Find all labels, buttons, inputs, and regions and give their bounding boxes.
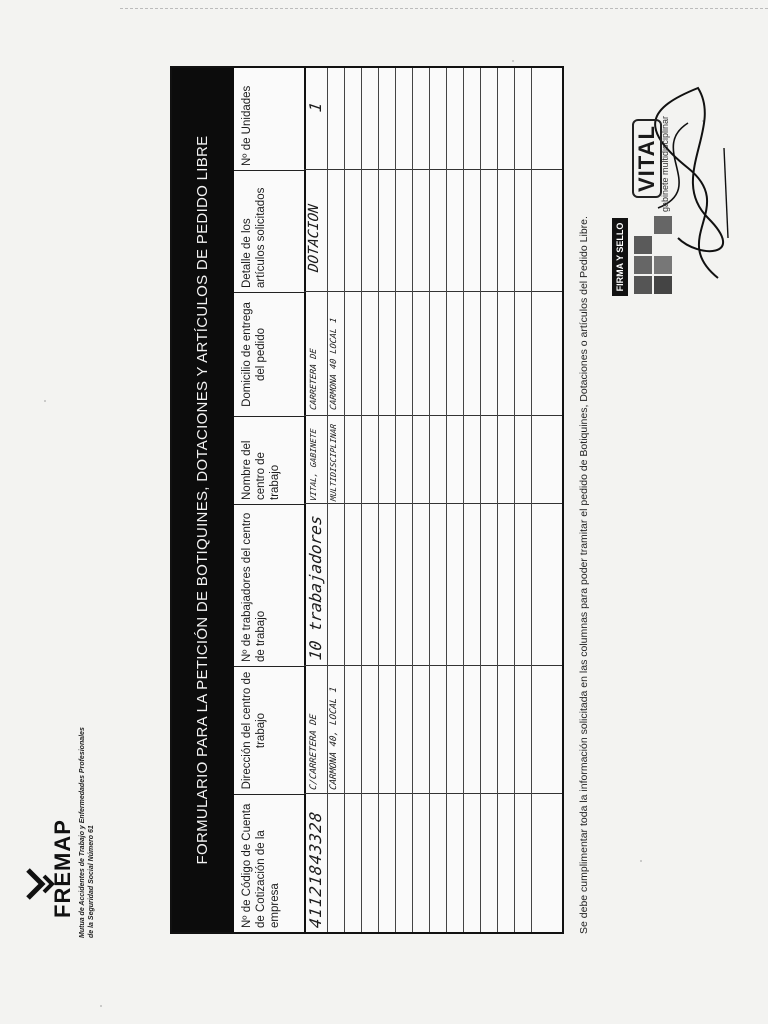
- row-divider: [463, 68, 464, 932]
- firma-sello-label: FIRMA Y SELLO: [612, 218, 628, 296]
- company-stamp-signature: [628, 68, 748, 298]
- header-domicilio-entrega: Domicilio de entrega del pedido: [234, 292, 304, 416]
- handwritten-nombre-line1: VITAL, GABINETE: [309, 428, 318, 502]
- column-divider: [304, 169, 562, 170]
- stamp-name: VITAL: [632, 119, 662, 198]
- row-divider: [395, 68, 396, 932]
- row-divider: [514, 68, 515, 932]
- column-divider: [304, 291, 562, 292]
- row-divider: [429, 68, 430, 932]
- row-divider: [446, 68, 447, 932]
- header-detalle-articulos: Detalle de los artículos solicitados: [234, 170, 304, 292]
- column-divider: [304, 415, 562, 416]
- row-divider: [497, 68, 498, 932]
- logo-subtitle: Mutua de Accidentes de Trabajo y Enfermedades Profesionales de la Seguridad Social Número 61: [79, 727, 95, 938]
- fremap-logo: [20, 718, 120, 938]
- logo-name: FREMAP: [50, 819, 75, 918]
- header-nombre-centro: Nombre del centro de trabajo: [234, 416, 304, 504]
- table-header-row: [234, 68, 306, 932]
- row-divider: [344, 68, 345, 932]
- handwritten-direccion-line1: C/CARRETERA DE: [309, 713, 319, 791]
- handwritten-codigo: 41121843328: [306, 809, 325, 930]
- request-form-table: [170, 66, 564, 934]
- column-divider: [304, 665, 562, 666]
- header-codigo-cuenta: Nº de Código de Cuenta de Cotización de la empresa: [234, 794, 304, 932]
- handwritten-nombre-line2: MULTIDISCIPLINAR: [329, 423, 338, 502]
- header-direccion: Dirección del centro de trabajo: [234, 666, 304, 794]
- header-trabajadores: Nº de trabajadores del centro de trabajo: [234, 504, 304, 666]
- row-divider: [412, 68, 413, 932]
- column-divider: [304, 503, 562, 504]
- row-divider: [480, 68, 481, 932]
- handwritten-unidades: 1: [306, 101, 325, 114]
- row-divider: [327, 68, 328, 932]
- row-divider: [531, 68, 532, 932]
- handwritten-detalle: DOTACION: [306, 203, 322, 274]
- column-divider: [304, 793, 562, 794]
- handwritten-domicilio-line1: CARRETERA DE: [309, 347, 319, 411]
- footer-note: Se debe cumplimentar toda la información solicitada en las columnas para poder tramitar el pedido de Botiquines, Dotaciones o artículos del Pedido Libre.: [578, 216, 590, 934]
- handwritten-trabajadores: 10 trabajadores: [306, 514, 325, 662]
- row-divider: [361, 68, 362, 932]
- row-divider: [378, 68, 379, 932]
- stamp-subtitle: gabinete multidisciplinar: [660, 115, 670, 212]
- handwritten-direccion-line2: CARMONA 40, LOCAL 1: [329, 686, 339, 791]
- form-title: FORMULARIO PARA LA PETICIÓN DE BOTIQUINES, DOTACIONES Y ARTÍCULOS DE PEDIDO LIBRE: [172, 68, 234, 932]
- handwritten-domicilio-line2: CARMONA 40 LOCAL 1: [329, 317, 339, 411]
- header-unidades: Nº de Unidades: [241, 85, 253, 166]
